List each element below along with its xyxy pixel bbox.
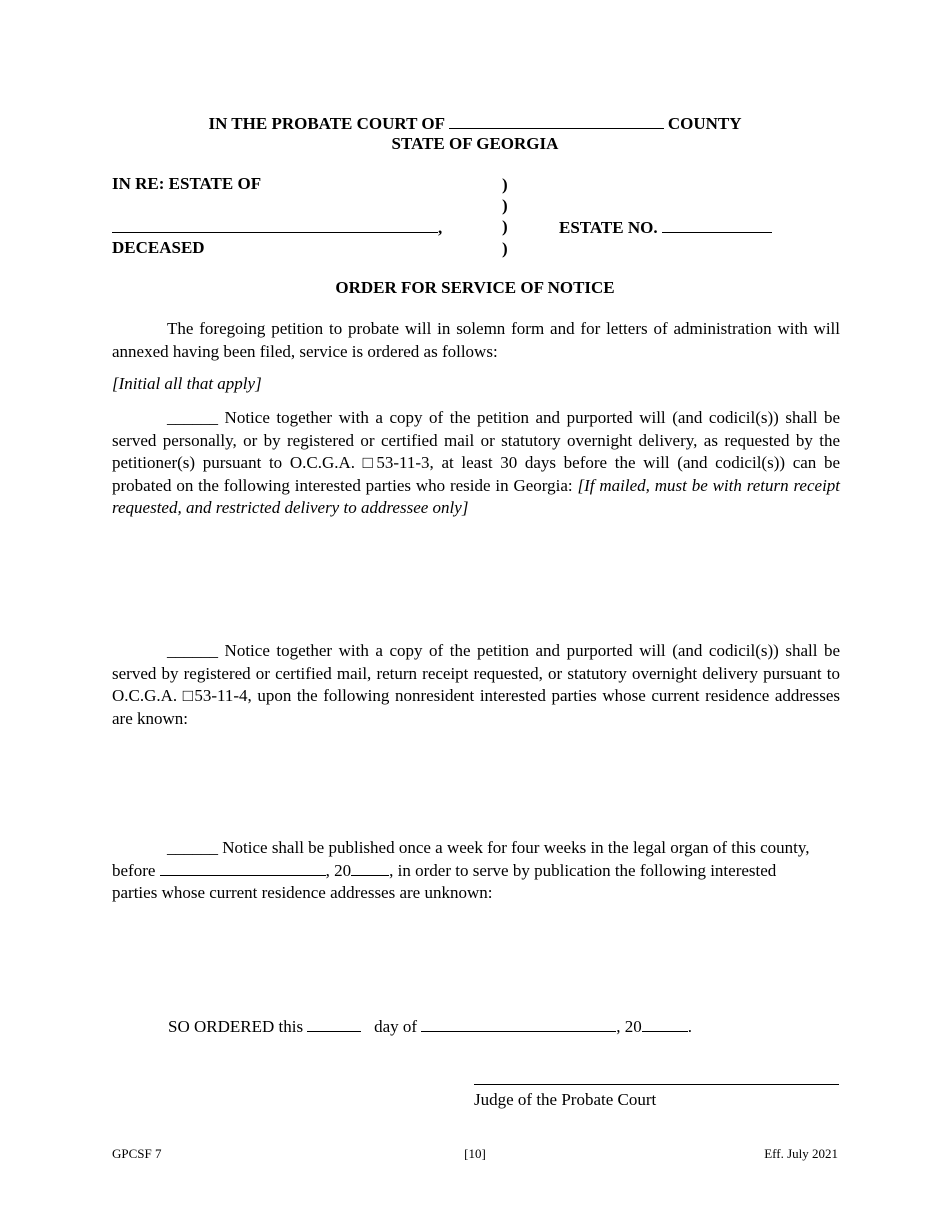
publication-year-field[interactable] xyxy=(351,860,389,876)
publication-date-field[interactable] xyxy=(160,860,326,876)
page-number: [10] xyxy=(464,1146,486,1161)
caption-paren: ) xyxy=(502,217,508,236)
document-title: ORDER FOR SERVICE OF NOTICE xyxy=(335,278,615,297)
deceased-label: DECEASED xyxy=(112,238,205,257)
comma: , xyxy=(438,218,443,237)
state-heading: STATE OF GEORGIA xyxy=(391,134,559,153)
option-3-text-b: , 20 xyxy=(325,860,352,880)
judge-label: Judge of the Probate Court xyxy=(474,1090,657,1109)
option-1-text: Notice together with a copy of the petition and purported will (and codicil(s)) shall be served personally, or by registered or certified mail or statutory overnight delivery, as requested by the petitioner(s) pursuant to O.C.G.A. □53-11-3, at least 30 days before the will (and codicil(s)) can be probated on the following interested parties who reside in Georgia: xyxy=(112,408,841,495)
option-1-paragraph xyxy=(112,407,840,520)
estate-number-row xyxy=(559,217,772,238)
caption-paren: ) xyxy=(502,239,508,258)
estate-no-label: ESTATE NO. xyxy=(559,218,658,237)
option-2-text: Notice together with a copy of the petition and purported will (and codicil(s)) shall be served by registered or certified mail, return receipt requested, or statutory overnight delivery pursuant to O.C.G.A. □53-11-4, upon the following nonresident interested parties whose current residence addresses are known: xyxy=(112,641,841,728)
order-year-field[interactable] xyxy=(642,1016,688,1032)
option-2-initial-blank[interactable]: ______ xyxy=(167,641,218,660)
intro-paragraph xyxy=(112,318,840,363)
option-1-note: [If mailed, must be with return receipt requested, and restricted delivery to addressee only] xyxy=(112,475,841,517)
court-heading xyxy=(0,113,950,134)
option-3-paragraph xyxy=(112,837,812,905)
caption-paren: ) xyxy=(502,175,508,194)
day-of-label: day of xyxy=(374,1017,418,1036)
caption-paren: ) xyxy=(502,196,508,215)
judge-signature-line[interactable] xyxy=(474,1084,839,1085)
instruction: [Initial all that apply] xyxy=(112,374,262,393)
so-ordered-label: SO ORDERED this xyxy=(168,1017,304,1036)
option-3-text-a: Notice shall be published once a week for four weeks in the legal organ of this county, before xyxy=(112,838,810,880)
intro-text: The foregoing petition to probate will in solemn form and for letters of administration with will annexed having been filed, service is ordered as follows: xyxy=(112,319,840,361)
court-prefix: IN THE PROBATE COURT OF xyxy=(208,114,445,133)
court-suffix: COUNTY xyxy=(667,114,742,133)
order-day-field[interactable] xyxy=(307,1016,361,1032)
option-3-initial-blank[interactable]: ______ xyxy=(167,838,218,857)
estate-number-field[interactable] xyxy=(662,217,772,233)
county-name-field[interactable] xyxy=(449,113,664,129)
order-month-field[interactable] xyxy=(421,1016,616,1032)
so-ordered-line xyxy=(168,1016,692,1037)
option-1-initial-blank[interactable]: ______ xyxy=(167,408,218,427)
year-prefix: , 20 xyxy=(616,1017,642,1036)
option-2-paragraph xyxy=(112,640,840,730)
decedent-name-row xyxy=(112,217,442,238)
form-id: GPCSF 7 xyxy=(112,1146,162,1161)
option-3-text-c: , in order to serve by publication the following interested parties whose current residence addresses are unknown: xyxy=(112,860,777,902)
effective-date: Eff. July 2021 xyxy=(764,1146,838,1161)
in-re-label: IN RE: ESTATE OF xyxy=(112,174,262,193)
decedent-name-field[interactable] xyxy=(112,217,438,233)
period: . xyxy=(687,1017,693,1036)
